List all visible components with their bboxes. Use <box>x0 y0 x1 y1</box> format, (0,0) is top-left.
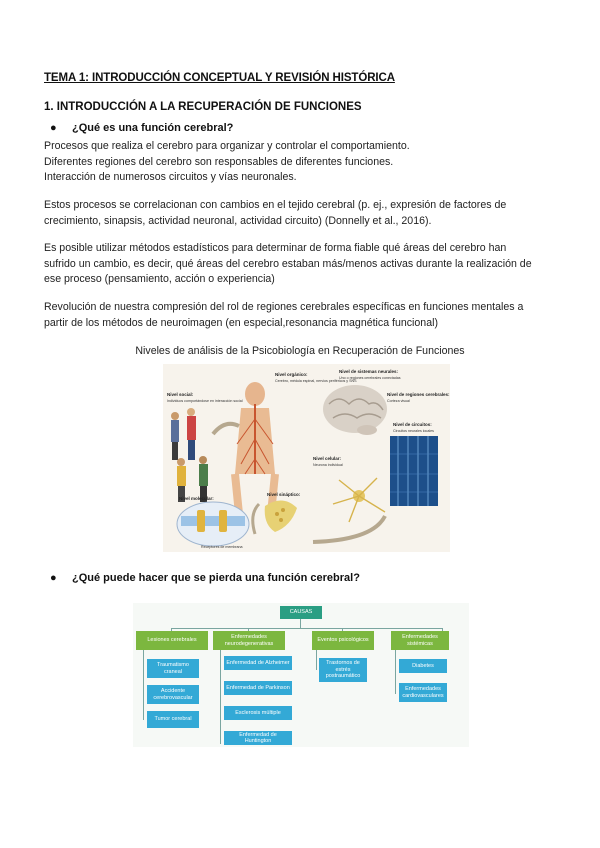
bullet-icon: ● <box>50 572 57 584</box>
paragraph-3: Es posible utilizar métodos estadísticos para determinar de forma fiable qué áreas del cerebro han sufrido un cambio, es decir, qué áreas del cerebro estaban más/menos activas durante la realización de ese proceso (pensamiento, acción o experiencia) <box>44 242 532 285</box>
organ-level-title: Nivel orgánico: <box>275 372 308 377</box>
circuits-level-desc: Circuitos neurales locales <box>393 429 434 433</box>
paragraph-4: Revolución de nuestra compresión del rol de regiones cerebrales específicas en funciones mentales a partir de los métodos de neuroimagen (en especial,resonancia magnética funcional) <box>44 301 524 329</box>
question-1 <box>50 122 233 134</box>
cause-node: Esclerosis múltiple <box>224 706 292 720</box>
question-2 <box>50 572 360 584</box>
cause-node: Enfermedades cardiovasculares <box>399 683 447 702</box>
social-level-title: Nivel social: <box>167 392 194 397</box>
receptor-label: Receptores de membrana <box>201 545 243 549</box>
neural-circuit-illustration <box>390 436 438 506</box>
cause-node: Accidente cerebrovascular <box>147 685 199 704</box>
cause-node: Tumor cerebral <box>147 711 199 728</box>
figure-caption: Niveles de análisis de la Psicobiología en Recuperación de Funciones <box>135 345 465 357</box>
question-2-text: ¿Qué puede hacer que se pierda una función cerebral? <box>72 572 360 584</box>
molecular-illustration <box>177 502 249 546</box>
cause-node: Enfermedad de Parkinson <box>224 681 292 695</box>
section-heading: 1. INTRODUCCIÓN A LA RECUPERACIÓN DE FUNCIONES <box>44 101 362 113</box>
regions-level-title: Nivel de regiones cerebrales: <box>387 392 450 397</box>
cause-node: Diabetes <box>399 659 447 673</box>
cell-level-desc: Neurona individual <box>313 463 343 467</box>
synaptic-level-title: Nivel sináptico: <box>267 492 301 497</box>
regions-level-desc: Corteza visual <box>387 399 410 403</box>
cause-node: Enfermedad de Huntington <box>224 731 292 745</box>
paragraph-2: Estos procesos se correlacionan con cambios en el tejido cerebral (p. ej., expresión de factores de crecimiento, sinapsis, actividad neuronal, actividad circuito) (Donnelly et al., 2016). <box>44 199 507 227</box>
systems-level-desc: Uno o regiones cerebrales conectadas <box>339 376 401 380</box>
cause-node: Trastornos de estrés postraumático <box>319 658 367 682</box>
question-1-text: ¿Qué es una función cerebral? <box>72 122 234 134</box>
levels-of-analysis-figure <box>163 364 450 552</box>
paragraph-1: Procesos que realiza el cerebro para organizar y controlar el comportamiento. Diferentes regiones del cerebro son responsables de diferentes funciones. Interacción de numerosos circuitos y vías neuronales. <box>44 140 410 183</box>
causes-diagram <box>133 603 469 747</box>
cell-level-title: Nivel celular: <box>313 456 342 461</box>
organ-level-desc: Cerebro, médula espinal, nervios periféricos y SNS <box>275 379 357 383</box>
category-node: Enfermedades sistémicas <box>391 631 449 650</box>
circuits-level-title: Nivel de circuitos: <box>393 422 432 427</box>
molecular-level-title: Nivel molecular: <box>179 496 214 501</box>
document-title: TEMA 1: INTRODUCCIÓN CONCEPTUAL Y REVISIÓN HISTÓRICA <box>44 72 395 84</box>
root-node: CAUSAS <box>280 606 322 619</box>
systems-level-title: Nivel de sistemas neurales: <box>339 369 399 374</box>
cause-node: Traumatismo craneal <box>147 659 199 678</box>
social-level-desc: Individuos comportándose en interacción social <box>167 399 243 403</box>
category-node: Lesiones cerebrales <box>136 631 208 650</box>
cause-node: Enfermedad de Alzheimer <box>224 656 292 670</box>
bullet-icon: ● <box>50 122 57 134</box>
category-node: Enfermedades neurodegenerativas <box>213 631 285 650</box>
category-node: Eventos psicológicos <box>312 631 374 650</box>
